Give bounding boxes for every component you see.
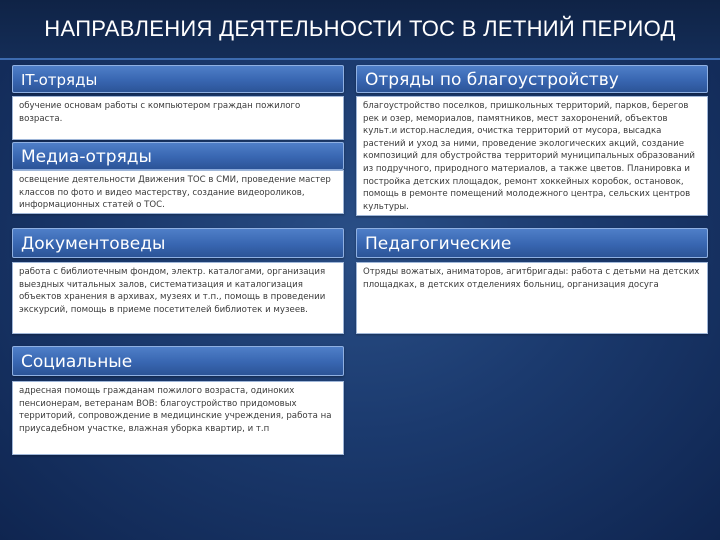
media-description: освещение деятельности Движения ТОС в СМИ, проведение мастер классов по фото и видео мастерству, создание видеороликов, информационных статей о ТОС. <box>12 170 344 214</box>
social-description: адресная помощь гражданам пожилого возраста, одиноких пенсионерам, ветеранам ВОВ: благоустройство придомовых территорий, сопровождение в медицинские учреждения, работа на приусадебном участке, влажная уборка квартир, и т.п <box>12 381 344 455</box>
docs-description: работа с библиотечным фондом, электр. каталогами, организация выездных читальных залов, систематизация и каталогизация объектов хранения в архивах, музеях и т.п., помощь в проведении экскурсий, помощь в приеме посетителей библиотек и музеев. <box>12 262 344 334</box>
docs-heading: Документоведы <box>12 228 344 258</box>
blago-heading: Отряды по благоустройству <box>356 65 708 93</box>
it-description: обучение основам работы с компьютером граждан пожилого возраста. <box>12 96 344 140</box>
social-heading: Социальные <box>12 346 344 376</box>
blago-description: благоустройство поселков, пришкольных территорий, парков, берегов рек и озер, мемориалов, памятников, мест захоронений, объектов культ.и истор.наследия, очистка территорий от мусора, высадка растений и уход за ними, проведение экологических акций, создание композиций для обустройства территорий муниципальных образований из подручного, природного материалов, а также цветов. Планировка и постройка детских площадок, ремонт хоккейных коробок, остановок, помощь в ремонте помещений молодежного центра, сельских центров культуры. <box>356 96 708 216</box>
ped-heading: Педагогические <box>356 228 708 258</box>
it-heading: IT-отряды <box>12 65 344 93</box>
media-heading: Медиа-отряды <box>12 142 344 170</box>
page-title: НАПРАВЛЕНИЯ ДЕЯТЕЛЬНОСТИ ТОС В ЛЕТНИЙ ПЕРИОД <box>0 0 720 60</box>
ped-description: Отряды вожатых, аниматоров, агитбригады: работа с детьми на детских площадках, в детских отделениях больниц, организация досуга <box>356 262 708 334</box>
